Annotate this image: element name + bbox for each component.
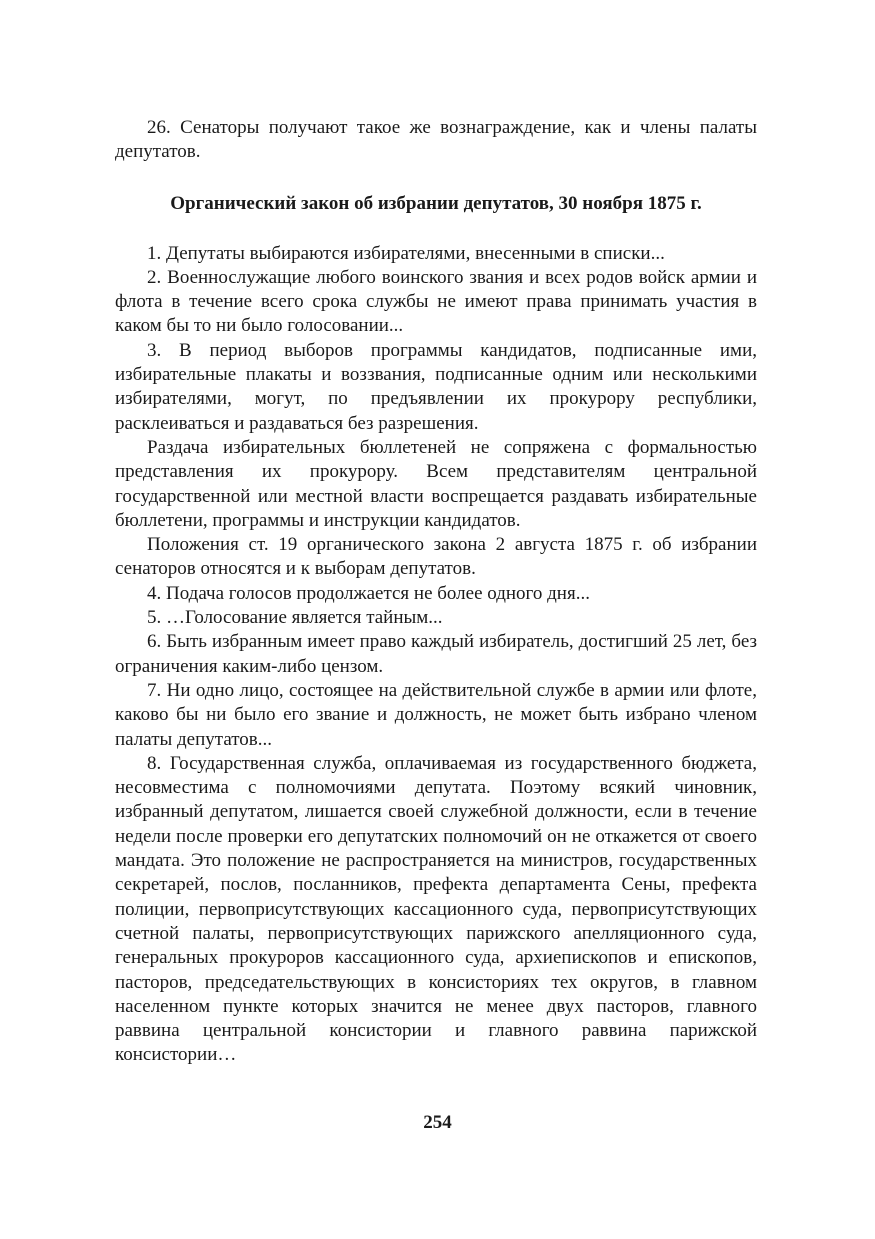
paragraph-article-3: 3. В период выборов программы кандидатов, подписанные ими, избирательные плакаты и воззвания, подписанные одним или несколькими избирателями, могут, по предъявлении их прокурору республики, расклеиваться и раздаваться без разрешения. <box>115 339 757 434</box>
intro-paragraph: 26. Сенаторы получают такое же вознаграждение, как и члены палаты депутатов. <box>115 117 757 163</box>
paragraph-article-5: 5. …Голосование является тайным... <box>147 607 443 629</box>
paragraph-article-2: 2. Военнослужащие любого воинского звания и всех родов войск армии и флота в течение всего срока службы не имеют права принимать участия в каком бы то ни было голосовании... <box>115 266 757 337</box>
paragraph-article-6: 6. Быть избранным имеет право каждый избиратель, достигший 25 лет, без ограничения каким-либо цензом. <box>115 631 757 677</box>
paragraph-article-19-reference: Положения ст. 19 органического закона 2 августа 1875 г. об избрании сенаторов относятся и к выборам депутатов. <box>115 534 757 580</box>
page-number: 254 <box>423 1112 452 1133</box>
paragraph-article-4: 4. Подача голосов продолжается не более одного дня... <box>147 582 590 604</box>
document-page <box>115 116 757 1068</box>
section-heading: Органический закон об избрании депутатов, 30 ноября 1875 г. <box>170 192 702 214</box>
paragraph-ballot-distribution: Раздача избирательных бюллетеней не сопряжена с формальностью представления их прокурору. Всем представителям центральной государственной или местной власти воспрещается раздавать избирательные бюллетени, программы и инструкции кандидатов. <box>115 436 757 531</box>
paragraph-article-8: 8. Государственная служба, оплачиваемая из государственного бюджета, несовместима с полномочиями депутата. Поэтому всякий чиновник, избранный депутатом, лишается своей служебной должности, если в течение недели после проверки его депутатских полномочий он не откажется от своего мандата. Это положение не распространяется на министров, государственных секретарей, послов, посланников, префекта департамента Сены, префекта полиции, первоприсутствующих кассационного суда, первоприсутствующих счетной палаты, первоприсутствующих парижского апелляционного суда, генеральных прокуроров кассационного суда, архиепископов и епископов, пасторов, председательствующих в консисториях тех округов, в главном населенном пункте которых значится не менее двух пасторов, главного раввина центральной консистории и главного раввина парижской консистории… <box>115 752 757 1066</box>
paragraph-article-7: 7. Ни одно лицо, состоящее на действительной службе в армии или флоте, каково бы ни было его звание и должность, не может быть избрано членом палаты депутатов... <box>115 679 757 750</box>
paragraph-article-1: 1. Депутаты выбираются избирателями, внесенными в списки... <box>147 242 665 264</box>
